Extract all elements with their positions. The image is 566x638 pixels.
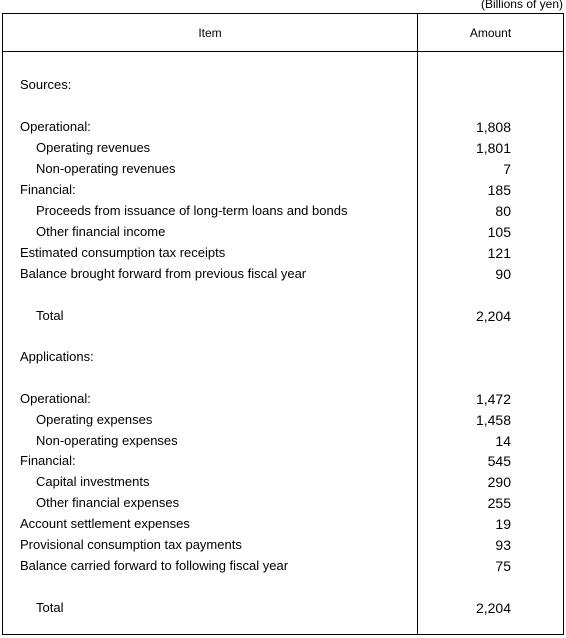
row-label: Operational: — [20, 119, 91, 134]
table-row — [3, 136, 563, 157]
row-amount: 121 — [487, 245, 511, 261]
row-amount: 19 — [495, 516, 511, 532]
row-amount: 545 — [487, 453, 511, 469]
row-amount: 1,458 — [475, 412, 511, 428]
row-amount: 290 — [487, 474, 511, 490]
unit-note: (Billions of yen) — [480, 0, 563, 11]
applications-heading: Applications: — [20, 349, 94, 364]
table-row — [3, 470, 563, 491]
row-amount: 14 — [495, 433, 511, 449]
applications-heading-row — [3, 345, 563, 366]
table-row — [3, 449, 563, 470]
row-amount: 185 — [487, 182, 511, 198]
table-row — [3, 178, 563, 199]
row-label: Non-operating expenses — [36, 433, 178, 448]
table-row — [3, 262, 563, 283]
row-amount: 93 — [495, 537, 511, 553]
table-row — [3, 512, 563, 533]
row-label: Other financial income — [36, 224, 166, 239]
sources-heading-row — [3, 73, 563, 94]
row-label: Financial: — [20, 453, 76, 468]
table-row — [3, 408, 563, 429]
table-row — [3, 157, 563, 178]
row-amount: 1,472 — [475, 391, 511, 407]
row-amount: 75 — [495, 558, 511, 574]
row-amount: 1,808 — [475, 119, 511, 135]
row-label: Operational: — [20, 391, 91, 406]
table-row — [3, 115, 563, 136]
row-label: Non-operating revenues — [36, 161, 176, 176]
row-label: Other financial expenses — [36, 495, 180, 510]
row-amount: 105 — [487, 224, 511, 240]
table-row — [3, 199, 563, 220]
row-label: Proceeds from issuance of long-term loans and bonds — [36, 203, 348, 218]
row-label: Balance carried forward to following fiscal year — [20, 558, 289, 573]
applications-total-row — [3, 596, 563, 617]
row-amount: 90 — [495, 266, 511, 282]
table-row — [3, 554, 563, 575]
sources-total-row — [3, 304, 563, 325]
financial-table — [2, 13, 564, 635]
row-label: Provisional consumption tax payments — [20, 537, 242, 552]
header-item: Item — [198, 26, 222, 40]
header-divider — [3, 51, 563, 52]
row-amount: 255 — [487, 495, 511, 511]
total-label: Total — [36, 600, 64, 615]
total-label: Total — [36, 308, 64, 323]
row-label: Estimated consumption tax receipts — [20, 245, 226, 260]
total-amount: 2,204 — [475, 308, 511, 324]
row-amount: 80 — [495, 203, 511, 219]
row-label: Balance brought forward from previous fiscal year — [20, 266, 307, 281]
row-amount: 7 — [503, 161, 511, 177]
sources-heading: Sources: — [20, 77, 72, 92]
table-row — [3, 387, 563, 408]
row-label: Operating revenues — [36, 140, 151, 155]
table-row — [3, 533, 563, 554]
row-amount: 1,801 — [475, 140, 511, 156]
row-label: Operating expenses — [36, 412, 153, 427]
row-label: Account settlement expenses — [20, 516, 190, 531]
row-label: Financial: — [20, 182, 76, 197]
table-row — [3, 241, 563, 262]
table-row — [3, 491, 563, 512]
table-row — [3, 220, 563, 241]
row-label: Capital investments — [36, 474, 150, 489]
header-amount: Amount — [469, 26, 512, 40]
table-row — [3, 429, 563, 450]
total-amount: 2,204 — [475, 600, 511, 616]
